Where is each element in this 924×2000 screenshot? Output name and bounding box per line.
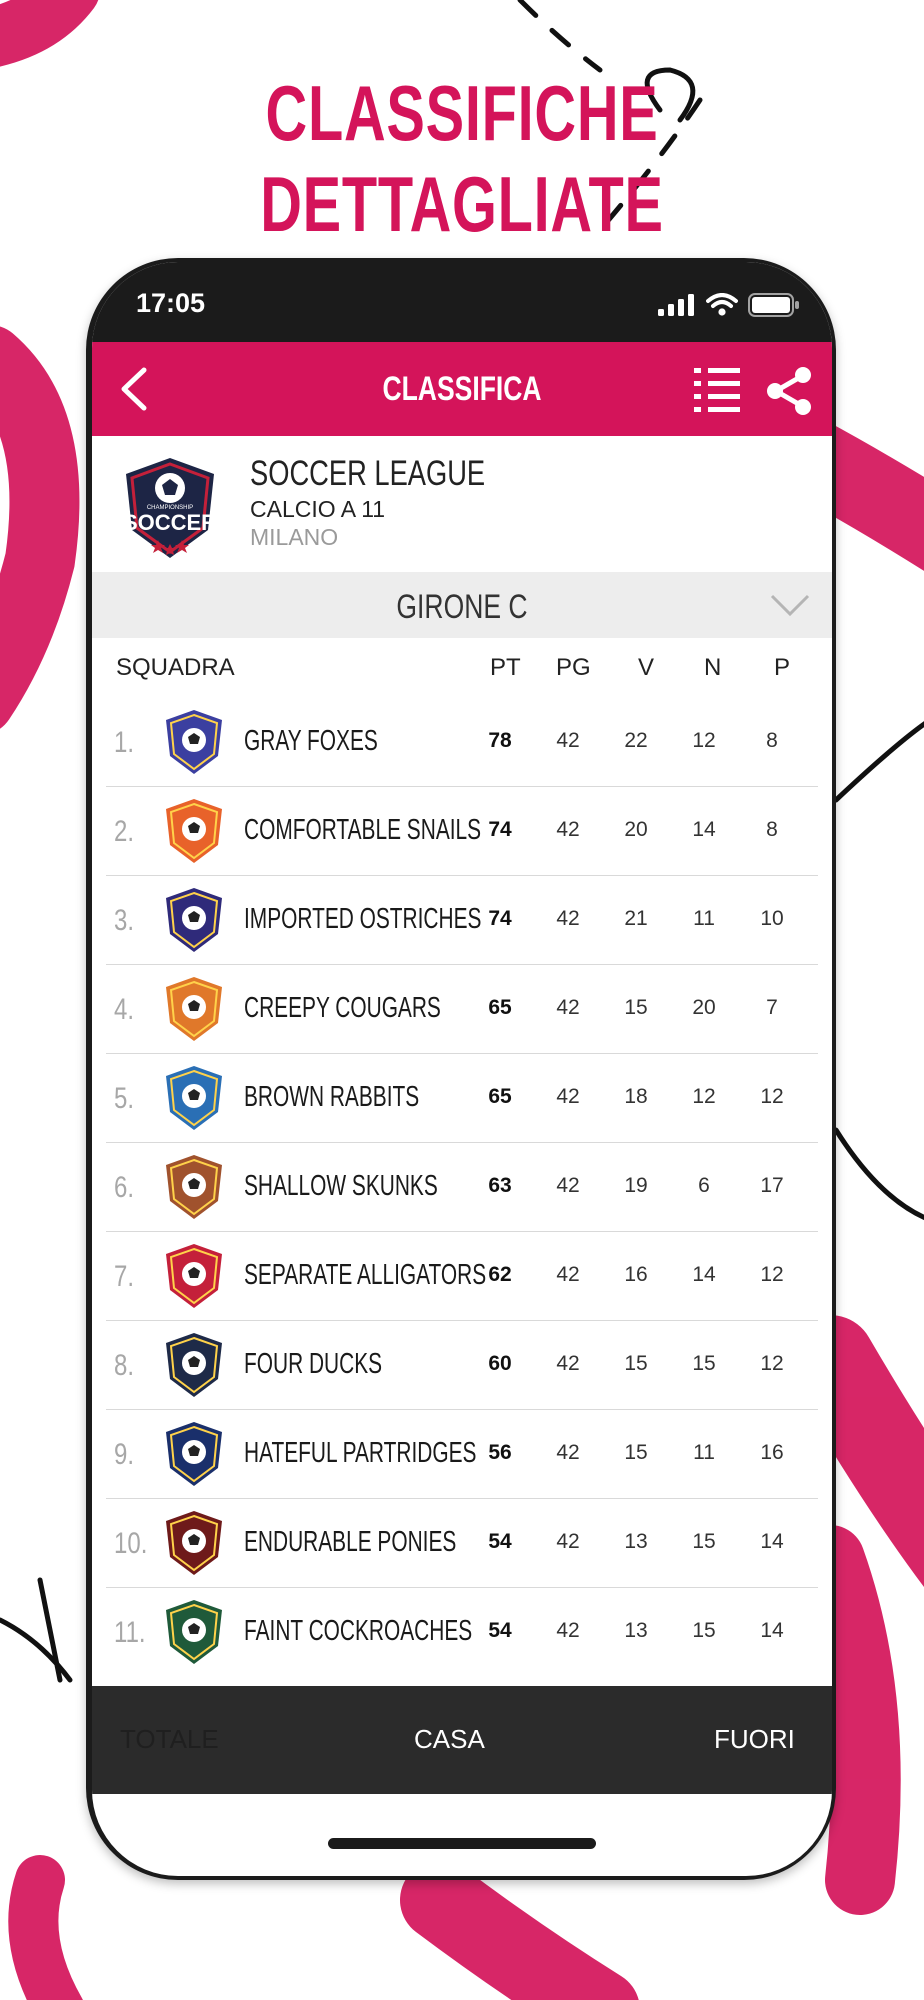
team-name: HATEFUL PARTRIDGES (244, 1437, 477, 1469)
stat-pg: 42 (556, 996, 580, 1019)
stat-pg: 42 (556, 1174, 580, 1197)
stat-pt: 56 (488, 1441, 512, 1464)
stat-pg: 42 (556, 818, 580, 841)
stat-pt: 54 (488, 1619, 512, 1642)
team-badge-icon (160, 886, 228, 954)
wifi-icon (706, 293, 738, 317)
header-pt: PT (490, 654, 521, 681)
team-name: COMFORTABLE SNAILS (244, 814, 482, 846)
header-n: N (704, 654, 722, 681)
stat-p: 14 (760, 1619, 784, 1642)
table-header (92, 638, 832, 698)
stat-v: 18 (624, 1085, 648, 1108)
status-icons (658, 292, 800, 318)
stat-pt: 74 (488, 907, 512, 930)
table-row[interactable] (106, 698, 818, 787)
row-position: 5. (114, 1082, 135, 1115)
stat-pt: 74 (488, 818, 512, 841)
table-row[interactable] (106, 1410, 818, 1499)
stat-pt: 78 (488, 729, 512, 752)
stat-p: 12 (760, 1263, 784, 1286)
row-position: 11. (114, 1616, 146, 1649)
row-position: 3. (114, 904, 135, 937)
stat-pg: 42 (556, 1441, 580, 1464)
row-position: 6. (114, 1171, 135, 1204)
table-row[interactable] (106, 965, 818, 1054)
stat-v: 15 (624, 996, 648, 1019)
header-pg: PG (556, 654, 591, 681)
table-row[interactable] (106, 1143, 818, 1232)
team-name: IMPORTED OSTRICHES (244, 903, 482, 935)
stat-pg: 42 (556, 1619, 580, 1642)
stat-p: 8 (766, 818, 778, 841)
group-label: GIRONE C (396, 588, 528, 626)
chevron-down-icon[interactable] (768, 592, 812, 620)
stat-pg: 42 (556, 1530, 580, 1553)
stat-n: 15 (692, 1352, 716, 1375)
league-logo (120, 456, 220, 560)
stat-pt: 62 (488, 1263, 512, 1286)
row-position: 8. (114, 1349, 135, 1382)
stat-pg: 42 (556, 1263, 580, 1286)
phone-screen (92, 262, 832, 1876)
stat-v: 21 (624, 907, 648, 930)
team-badge-icon (160, 1509, 228, 1577)
stat-pt: 54 (488, 1530, 512, 1553)
stat-v: 16 (624, 1263, 648, 1286)
team-badge-icon (160, 797, 228, 865)
stat-n: 11 (693, 1441, 715, 1464)
stat-v: 19 (624, 1174, 648, 1197)
table-row[interactable] (106, 1499, 818, 1588)
team-badge-icon (160, 1242, 228, 1310)
row-position: 10. (114, 1527, 148, 1560)
team-name: BROWN RABBITS (244, 1081, 420, 1113)
header-p: P (774, 654, 791, 681)
top-navbar (92, 342, 832, 436)
table-row[interactable] (106, 1054, 818, 1143)
stat-n: 15 (692, 1530, 716, 1553)
screen-title: CLASSIFICA (382, 370, 542, 408)
stat-pg: 42 (556, 1352, 580, 1375)
stat-pt: 65 (488, 1085, 512, 1108)
table-row[interactable] (106, 787, 818, 876)
stat-p: 10 (760, 907, 784, 930)
bottom-tabs (92, 1686, 832, 1794)
league-name: SOCCER LEAGUE (250, 454, 486, 493)
stat-pg: 42 (556, 729, 580, 752)
league-type: CALCIO A 11 (250, 496, 386, 522)
team-badge-icon (160, 1598, 228, 1666)
stat-p: 14 (760, 1530, 784, 1553)
team-badge-icon (160, 1153, 228, 1221)
league-city: MILANO (250, 524, 339, 550)
stat-pt: 60 (488, 1352, 512, 1375)
row-position: 1. (114, 726, 135, 759)
team-badge-icon (160, 1064, 228, 1132)
share-icon[interactable] (764, 366, 814, 416)
stat-n: 20 (692, 996, 716, 1019)
stat-p: 8 (766, 729, 778, 752)
stat-v: 13 (624, 1530, 648, 1553)
stat-v: 15 (624, 1441, 648, 1464)
tab-casa[interactable]: CASA (414, 1724, 485, 1754)
list-icon[interactable] (694, 366, 740, 414)
stat-n: 11 (693, 907, 715, 930)
back-icon[interactable] (114, 364, 154, 414)
status-time: 17:05 (136, 288, 206, 318)
stat-p: 17 (760, 1174, 784, 1197)
table-row[interactable] (106, 1321, 818, 1410)
table-row[interactable] (106, 1232, 818, 1321)
stat-v: 15 (624, 1352, 648, 1375)
row-position: 2. (114, 815, 135, 848)
row-position: 4. (114, 993, 135, 1026)
team-name: FOUR DUCKS (244, 1348, 383, 1380)
team-name: ENDURABLE PONIES (244, 1526, 457, 1558)
stat-v: 13 (624, 1619, 648, 1642)
stat-n: 15 (692, 1619, 716, 1642)
home-indicator[interactable] (328, 1838, 596, 1849)
team-badge-icon (160, 1420, 228, 1488)
hero-title: CLASSIFICHE DETTAGLIATE (260, 69, 664, 248)
status-bar (92, 262, 832, 342)
table-row[interactable] (106, 1588, 818, 1676)
tab-fuori[interactable]: FUORI (714, 1724, 795, 1754)
stat-n: 12 (692, 729, 716, 752)
row-position: 9. (114, 1438, 135, 1471)
team-name: CREEPY COUGARS (244, 992, 441, 1024)
team-name: SHALLOW SKUNKS (244, 1170, 438, 1202)
stat-p: 12 (760, 1085, 784, 1108)
stat-p: 12 (760, 1352, 784, 1375)
battery-icon (748, 293, 800, 317)
team-badge-icon (160, 708, 228, 776)
stat-pt: 65 (488, 996, 512, 1019)
table-row[interactable] (106, 876, 818, 965)
team-badge-icon (160, 1331, 228, 1399)
group-selector[interactable] (92, 572, 832, 638)
standings-list (92, 698, 832, 1676)
team-name: FAINT COCKROACHES (244, 1615, 473, 1647)
header-v: V (638, 654, 655, 681)
league-header (92, 436, 832, 572)
stat-pg: 42 (556, 1085, 580, 1108)
stat-p: 16 (760, 1441, 784, 1464)
stat-pt: 63 (488, 1174, 512, 1197)
stat-pg: 42 (556, 907, 580, 930)
team-badge-icon (160, 975, 228, 1043)
stat-v: 20 (624, 818, 648, 841)
team-name: GRAY FOXES (244, 725, 378, 757)
stat-n: 6 (698, 1174, 710, 1197)
signal-icon (658, 294, 696, 316)
league-logo-main-text: SOCCER (122, 510, 218, 535)
row-position: 7. (114, 1260, 135, 1293)
stat-v: 22 (624, 729, 648, 752)
team-name: SEPARATE ALLIGATORS (244, 1259, 487, 1291)
stat-n: 12 (692, 1085, 716, 1108)
stat-p: 7 (766, 996, 778, 1019)
tab-totale[interactable]: TOTALE (120, 1724, 219, 1754)
league-logo-small-text: CHAMPIONSHIP (146, 505, 194, 511)
stat-n: 14 (692, 1263, 716, 1286)
stat-n: 14 (692, 818, 716, 841)
header-team: SQUADRA (116, 654, 235, 681)
